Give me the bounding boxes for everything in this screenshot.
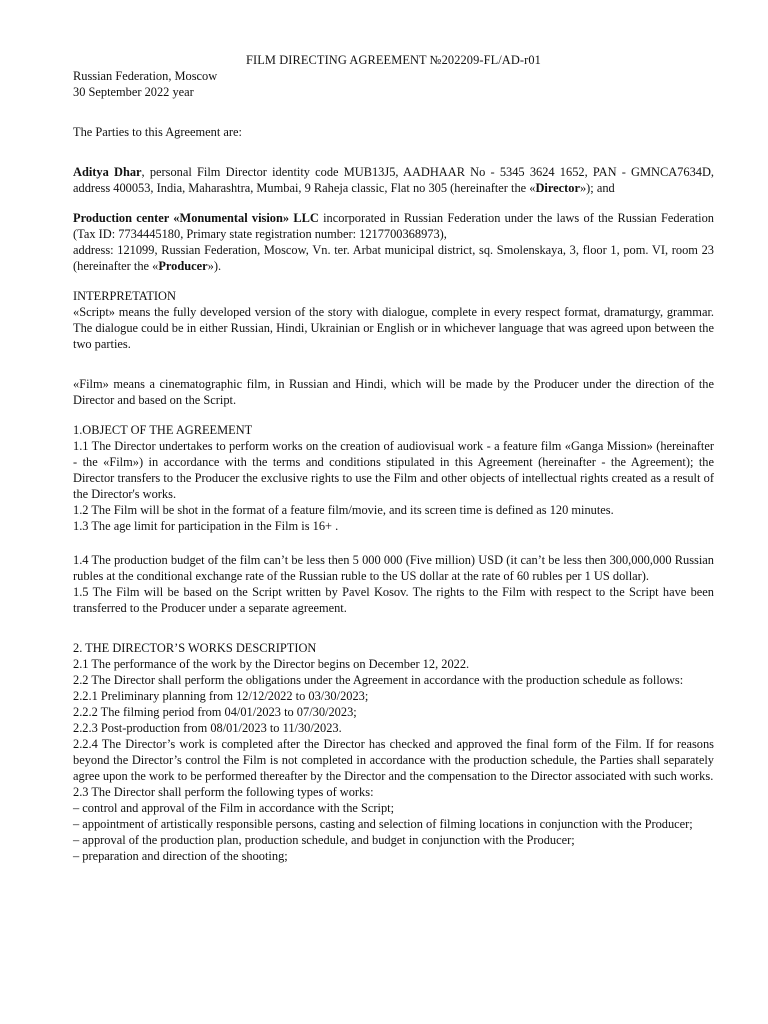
clause-2-1: 2.1 The performance of the work by the Director begins on December 12, 2022.: [73, 657, 470, 671]
clause-2-2: 2.2 The Director shall perform the obligations under the Agreement in accordance with the production schedule as follows:: [73, 673, 684, 687]
director-details: , personal Film Director identity code MUB13J5, AADHAAR No - 5345 3624 1652, PAN - GMNCA7634D, address 400053, India, Maharashtra, Mumbai, 9 Raheja classic, Flat no 305 (hereinafter the «: [73, 165, 715, 195]
clause-1-3: 1.3 The age limit for participation in the Film is 16+ .: [73, 519, 339, 533]
list-item: – approval of the production plan, production schedule, and budget in conjunction with the Producer;: [73, 833, 575, 847]
interpretation-heading: INTERPRETATION: [73, 289, 176, 303]
document-title: FILM DIRECTING AGREEMENT №202209-FL/AD-r01: [246, 53, 541, 67]
clause-1-5: 1.5 The Film will be based on the Script written by Pavel Kosov. The rights to the Film with respect to the Script have been transferred to the Producer under a separate agreement.: [73, 585, 714, 615]
director-tail: »); and: [579, 181, 615, 195]
script-definition: «Script» means the fully developed version of the story with dialogue, complete in every respect format, dramaturgy, grammar. The dialogue could be in either Russian, Hindi, Ukrainian or English or in whichever language that was agreed upon between the two parties.: [73, 305, 714, 351]
list-item: – appointment of artistically responsible persons, casting and selection of filming locations in conjunction with the Producer;: [73, 817, 693, 831]
agreement-date: 30 September 2022 year: [73, 85, 194, 99]
producer-tail: »).: [207, 259, 222, 273]
list-item: – control and approval of the Film in accordance with the Script;: [73, 801, 395, 815]
film-definition: «Film» means a cinematographic film, in Russian and Hindi, which will be made by the Producer under the direction of the Director and based on the Script.: [73, 377, 714, 407]
clause-2-3: 2.3 The Director shall perform the following types of works:: [73, 785, 374, 799]
director-name: Aditya Dhar: [73, 165, 142, 179]
producer-details: incorporated in Russian Federation under the laws of the Russian Federation (Tax ID: 7734445180, Primary state registration number: 1217700368973),: [73, 211, 714, 241]
producer-role: Producer: [158, 259, 208, 273]
clause-1-1: 1.1 The Director undertakes to perform works on the creation of audiovisual work - a feature film «Ganga Mission» (hereinafter - the «Film») in accordance with the terms and conditions stipulated in this Agreement (hereinafter - the Agreement); the Director transfers to the Producer the exclusive rights to use the Film and other objects of intellectual rights created as a result of the Director's works.: [73, 439, 714, 501]
section-1-heading: 1.OBJECT OF THE AGREEMENT: [73, 423, 253, 437]
parties-intro: The Parties to this Agreement are:: [73, 125, 242, 139]
clause-2-2-1: 2.2.1 Preliminary planning from 12/12/2022 to 03/30/2023;: [73, 689, 369, 703]
clause-2-2-4: 2.2.4 The Director’s work is completed after the Director has checked and approved the final form of the Film. If for reasons beyond the Director’s control the Film is not completed in accordance with the production schedule, the Parties shall separately agree upon the work to be performed thereafter by the Director and the compensation to the Director associated with such works.: [73, 737, 714, 783]
producer-address-text: address: 121099, Russian Federation, Moscow, Vn. ter. Arbat municipal district, sq. Smolenskaya, 3, floor 1, pom. VI, room 23 (hereinafter the «: [73, 243, 714, 273]
producer-name: Production center «Monumental vision» LLC: [73, 211, 319, 225]
section-2-heading: 2. THE DIRECTOR’S WORKS DESCRIPTION: [73, 641, 317, 655]
director-role: Director: [535, 181, 580, 195]
clause-2-2-3: 2.2.3 Post-production from 08/01/2023 to 11/30/2023.: [73, 721, 342, 735]
director-party-paragraph: [73, 164, 714, 196]
producer-party-paragraph: [73, 210, 714, 242]
document-page: [73, 52, 714, 864]
clause-2-2-2: 2.2.2 The filming period from 04/01/2023 to 07/30/2023;: [73, 705, 357, 719]
producer-address: [73, 242, 714, 274]
agreement-place: Russian Federation, Moscow: [73, 69, 218, 83]
clause-1-4: 1.4 The production budget of the film can’t be less then 5 000 000 (Five million) USD (it can’t be less then 300,000,000 Russian rubles at the conditional exchange rate of the Russian ruble to the US dollar at the rate of 60 rubles per 1 US dollar).: [73, 553, 714, 583]
list-item: – preparation and direction of the shooting;: [73, 849, 288, 863]
clause-1-2: 1.2 The Film will be shot in the format of a feature film/movie, and its screen time is defined as 120 minutes.: [73, 503, 614, 517]
